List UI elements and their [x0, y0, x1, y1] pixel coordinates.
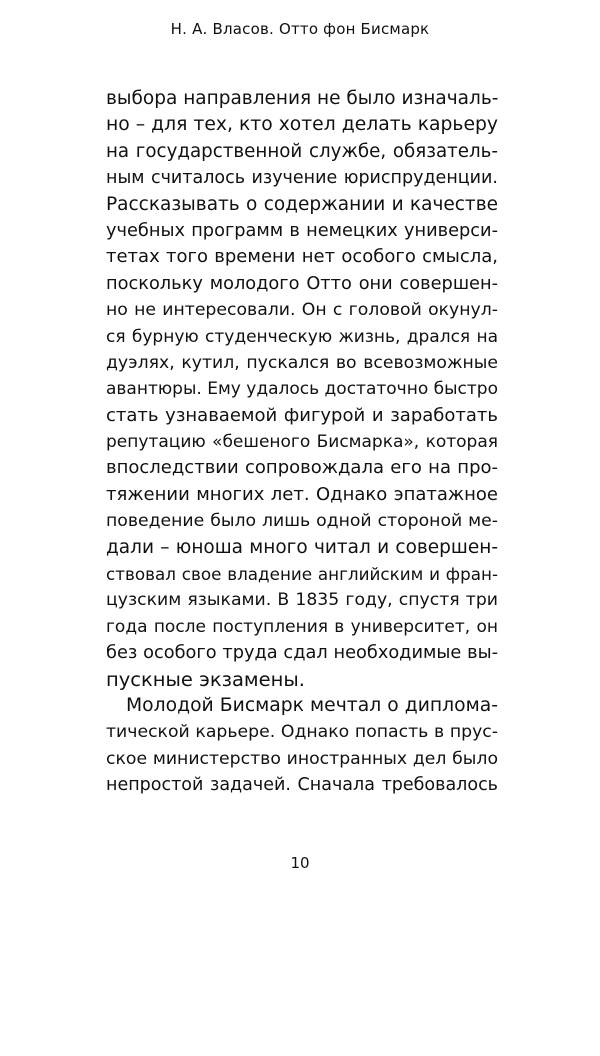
text-line: но не интересовали. Он с головой окунул-: [106, 300, 498, 321]
text-line: дали – юноша много читал и совершен-: [106, 536, 498, 558]
text-line: ным считалось изучение юриспруденции.: [106, 168, 498, 189]
text-line: ся бурную студенческую жизнь, дрался на: [106, 326, 498, 347]
text-line: поведение было лишь одной стороной ме-: [106, 511, 498, 532]
page-number: 10: [290, 854, 310, 872]
text-line: тической карьере. Однако попасть в прус-: [106, 722, 498, 743]
text-line: на государственной службе, обязатель-: [106, 140, 498, 162]
text-line: ское министерство иностранных дел было: [106, 748, 498, 769]
text-line: авантюры. Ему удалось достаточно быстро: [106, 379, 498, 400]
text-line: впоследствии сопровождала его на про-: [106, 457, 498, 479]
text-line: непростой задачей. Сначала требовалось: [106, 775, 498, 796]
paragraph-2: [106, 693, 498, 799]
text-line: Рассказывать о содержании и качестве: [106, 193, 498, 215]
text-line: дуэлях, кутил, пускался во всевозможные: [106, 352, 498, 373]
text-line: тетах того времени нет особого смысла,: [106, 246, 498, 268]
text-line: стать узнаваемой фигурой и заработать: [106, 404, 498, 426]
text-line: ствовал свое владение английским и фран-: [106, 564, 498, 585]
paragraph-1: [106, 86, 498, 693]
text-line: без особого труда сдал необходимые вы-: [106, 643, 498, 664]
text-line: но – для тех, кто хотел делать карьеру: [106, 114, 498, 136]
text-line: поскольку молодого Отто они совершен-: [106, 273, 498, 294]
text-line: выбора направления не было изначаль-: [106, 88, 499, 109]
text-line: тяжении многих лет. Однако эпатажное: [106, 483, 498, 505]
text-line: учебных программ в немецких универси-: [106, 220, 498, 241]
text-line: цузским языками. В 1835 году, спустя три: [106, 590, 498, 611]
running-header: Н. А. Власов. Отто фон Бисмарк: [170, 20, 430, 38]
text-line: пускные экзамены.: [106, 667, 305, 691]
body-text: [106, 86, 498, 799]
text-line: репутацию «бешеного Бисмарка», которая: [106, 432, 498, 453]
text-line: года после поступления в университет, он: [106, 616, 498, 637]
text-line: Молодой Бисмарк мечтал о диплома-: [126, 694, 498, 716]
